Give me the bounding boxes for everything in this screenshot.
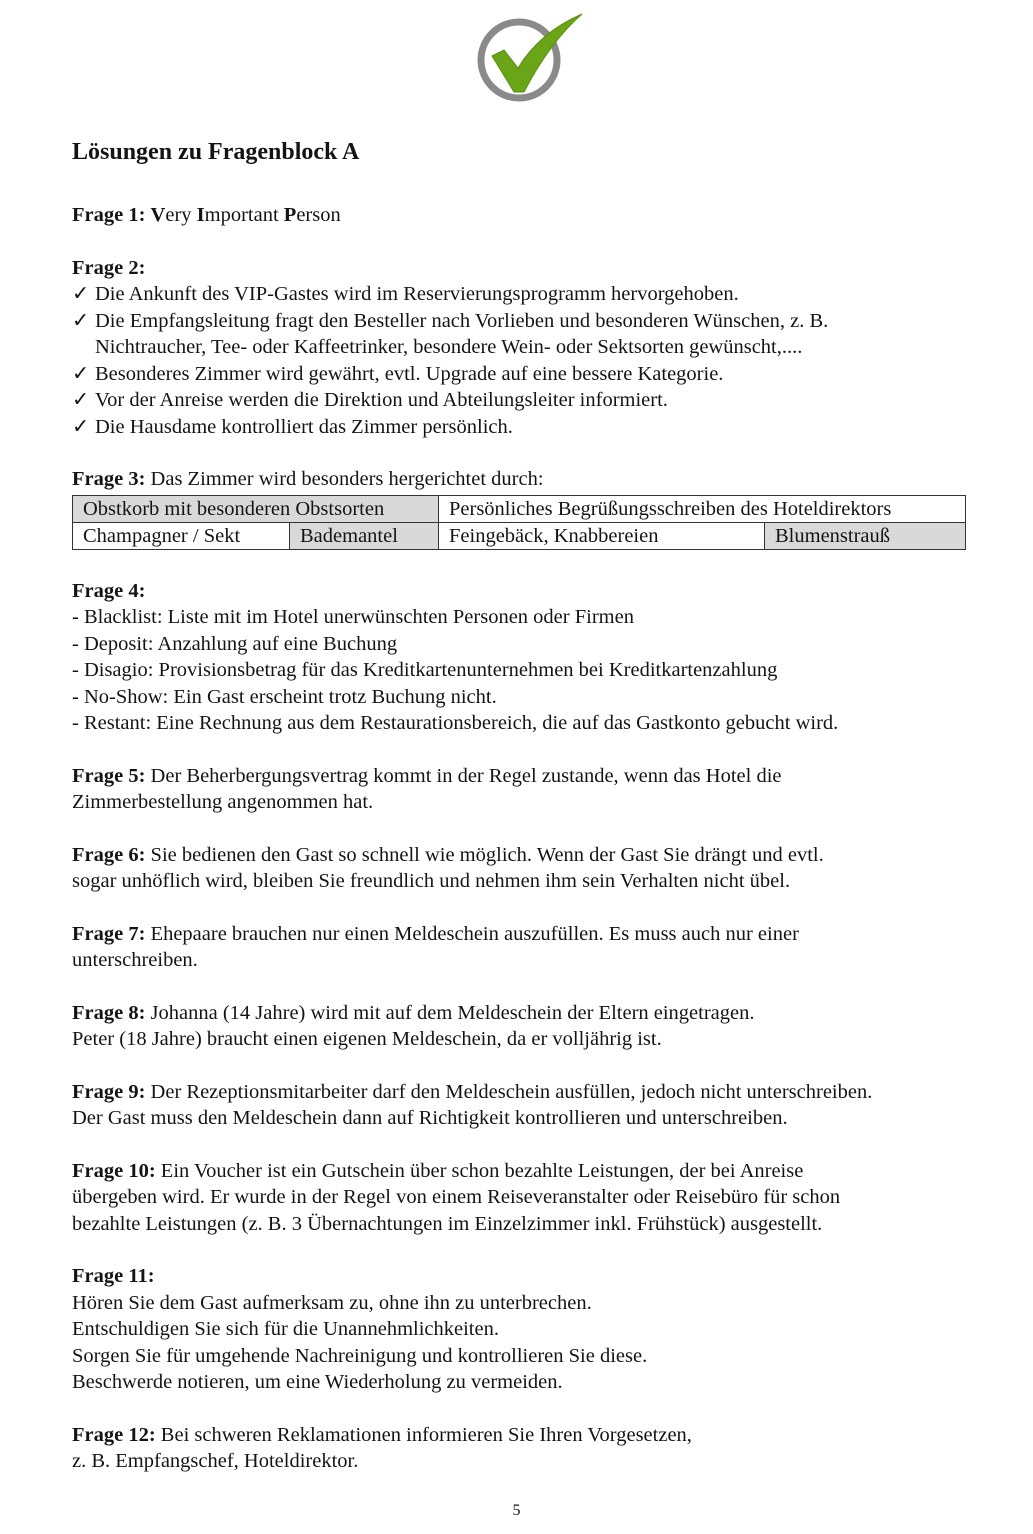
page-number: 5	[512, 1502, 521, 1519]
question-3-text: Das Zimmer wird besonders hergerichtet durch:	[145, 468, 544, 490]
question-8-text: Johanna (14 Jahre) wird mit auf dem Meldeschein der Eltern eingetragen.	[145, 1001, 755, 1024]
question-6-text: Sie bedienen den Gast so schnell wie möglich. Wenn der Gast Sie drängt und evtl.	[145, 843, 824, 866]
list-item	[72, 387, 972, 414]
question-12-text: Bei schweren Reklamationen informieren Sie Ihren Vorgesetzen,	[155, 1423, 692, 1446]
list-item: Entschuldigen Sie sich für die Unannehmlichkeiten.	[72, 1318, 499, 1340]
checkmark-icon: ✓	[72, 415, 90, 438]
list-item: - Restant: Eine Rechnung aus dem Restaurationsbereich, die auf das Gastkonto gebucht wird.	[72, 712, 839, 734]
question-7-label: Frage 7:	[72, 922, 146, 945]
question-1-answer	[151, 204, 341, 226]
list-item: Sorgen Sie für umgehende Nachreinigung und kontrollieren Sie diese.	[72, 1344, 648, 1367]
question-10	[72, 1158, 972, 1238]
list-item: - Deposit: Anzahlung auf eine Buchung	[72, 632, 398, 655]
table-row	[73, 522, 966, 549]
question-12-label: Frage 12:	[72, 1423, 156, 1446]
question-6-text: sogar unhöflich wird, bleiben Sie freundlich und nehmen ihm sein Verhalten nicht übel.	[72, 870, 791, 892]
room-preparation-table	[72, 495, 966, 550]
question-7-text: unterschreiben.	[72, 949, 198, 971]
question-5-text: Zimmerbestellung angenommen hat.	[72, 791, 374, 813]
checkmark-icon: ✓	[72, 283, 90, 305]
list-item: - Disagio: Provisionsbetrag für das Kreditkartenunternehmen bei Kreditkartenzahlung	[72, 659, 778, 681]
question-10-text: übergeben wird. Er wurde in der Regel von einem Reiseveranstalter oder Reisebüro für schon	[72, 1186, 841, 1208]
list-item-text: Vor der Anreise werden die Direktion und Abteilungsleiter informiert.	[95, 389, 668, 411]
list-item	[72, 281, 972, 308]
list-item	[72, 308, 972, 361]
question-10-label: Frage 10:	[72, 1159, 156, 1182]
question-12-text: z. B. Empfangschef, Hoteldirektor.	[72, 1450, 359, 1472]
checkmark-icon: ✓	[72, 389, 90, 411]
list-item	[72, 361, 972, 388]
table-cell: Bademantel	[290, 522, 439, 549]
question-9	[72, 1079, 972, 1132]
table-cell: Champagner / Sekt	[73, 522, 290, 549]
question-3	[72, 466, 972, 550]
question-9-text: Der Gast muss den Meldeschein dann auf Richtigkeit kontrollieren und unterschreiben.	[72, 1107, 788, 1129]
question-7	[72, 921, 972, 974]
table-cell: Persönliches Begrüßungsschreiben des Hoteldirektors	[439, 495, 966, 522]
list-item	[72, 414, 972, 441]
acronym-word-rest: erson	[296, 204, 341, 226]
question-12	[72, 1422, 972, 1475]
question-7-text: Ehepaare brauchen nur einen Meldeschein auszufüllen. Es muss auch nur einer	[145, 922, 799, 945]
table-cell: Obstkorb mit besonderen Obstsorten	[73, 495, 439, 522]
question-9-label: Frage 9:	[72, 1080, 146, 1103]
question-10-text: Ein Voucher ist ein Gutschein über schon bezahlte Leistungen, der bei Anreise	[155, 1159, 804, 1182]
acronym-word-rest: ery	[165, 204, 197, 226]
table-cell: Blumenstrauß	[765, 522, 966, 549]
acronym-letter-v: V	[150, 204, 166, 226]
question-5-text: Der Beherbergungsvertrag kommt in der Regel zustande, wenn das Hotel die	[145, 764, 782, 787]
acronym-word-rest: mportant	[204, 204, 284, 226]
acronym-letter-p: P	[283, 204, 297, 226]
question-11	[72, 1263, 972, 1396]
list-item: Hören Sie dem Gast aufmerksam zu, ohne ihn zu unterbrechen.	[72, 1291, 592, 1314]
list-item-text: Die Empfangsleitung fragt den Besteller nach Vorlieben und besonderen Wünschen, z. B. Nichtraucher, Tee- oder Kaffeetrinker, besondere Wein- oder Sektsorten gewünscht,....	[95, 309, 829, 358]
question-9-text: Der Rezeptionsmitarbeiter darf den Meldeschein ausfüllen, jedoch nicht unterschreiben.	[145, 1080, 873, 1103]
page-heading: Lösungen zu Fragenblock A	[72, 139, 360, 165]
question-4-label: Frage 4:	[72, 579, 146, 602]
question-6-label: Frage 6:	[72, 843, 146, 866]
checkmark-icon: ✓	[72, 362, 90, 385]
acronym-letter-i: I	[196, 204, 205, 226]
question-2	[72, 255, 972, 441]
question-11-label: Frage 11:	[72, 1265, 155, 1287]
question-6	[72, 842, 972, 895]
question-8-label: Frage 8:	[72, 1001, 146, 1024]
checkmark-icon: ✓	[72, 309, 90, 332]
question-5-label: Frage 5:	[72, 764, 146, 787]
question-2-label: Frage 2:	[72, 256, 146, 279]
question-3-intro	[72, 466, 972, 493]
question-8	[72, 1000, 972, 1053]
table-cell: Feingebäck, Knabbereien	[439, 522, 765, 549]
document-content	[72, 136, 972, 1501]
list-item-text: Besonderes Zimmer wird gewährt, evtl. Upgrade auf eine bessere Kategorie.	[95, 362, 724, 385]
question-1	[72, 202, 972, 229]
green-checkmark-icon	[474, 12, 586, 106]
table-row	[73, 495, 966, 522]
list-item-text: Die Hausdame kontrolliert das Zimmer persönlich.	[95, 415, 513, 438]
list-item-text: Die Ankunft des VIP-Gastes wird im Reservierungsprogramm hervorgehoben.	[95, 283, 739, 305]
list-item: Beschwerde notieren, um eine Wiederholung zu vermeiden.	[72, 1371, 563, 1393]
question-5	[72, 763, 972, 816]
question-10-text: bezahlte Leistungen (z. B. 3 Übernachtungen im Einzelzimmer inkl. Frühstück) ausgestellt.	[72, 1212, 823, 1235]
list-item: - No-Show: Ein Gast erscheint trotz Buchung nicht.	[72, 685, 497, 708]
list-item: - Blacklist: Liste mit im Hotel unerwünschten Personen oder Firmen	[72, 606, 634, 628]
question-3-label: Frage 3:	[72, 468, 146, 490]
question-1-label: Frage 1:	[72, 204, 146, 226]
question-4	[72, 578, 972, 737]
question-8-text: Peter (18 Jahre) braucht einen eigenen Meldeschein, da er volljährig ist.	[72, 1028, 662, 1050]
